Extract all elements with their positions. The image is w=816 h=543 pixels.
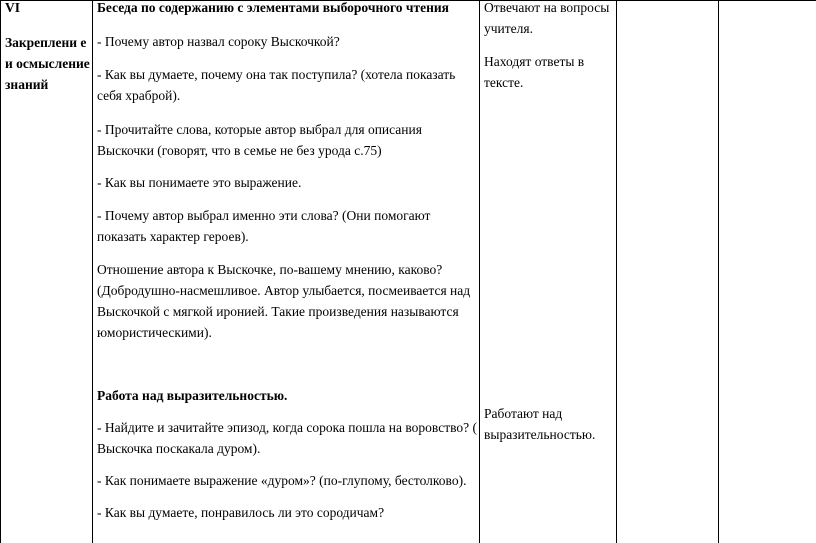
student-answer-1: Отвечают на вопросы учителя. <box>484 0 610 36</box>
question-2: - Как вы думаете, почему она так поступила? (хотела показать себя храброй). <box>97 67 456 103</box>
question-1: - Почему автор назвал сороку Выскочкой? <box>97 34 340 49</box>
content-cell <box>93 1 480 543</box>
student-answer-3: Работают над выразительностью. <box>484 406 596 442</box>
question-4: - Как вы понимаете это выражение. <box>97 175 302 190</box>
student-activity-cell <box>480 1 617 543</box>
question-5: - Почему автор выбрал именно эти слова? (Они помогают показать характер героев). <box>97 208 431 244</box>
stage-number: VI <box>5 0 21 15</box>
stage-cell <box>1 1 93 543</box>
table-row <box>1 1 816 543</box>
question-3: - Прочитайте слова, которые автор выбрал для описания Выскочки (говорят, что в семье не без урода с.75) <box>97 122 422 158</box>
question-9: - Как вы думаете, понравилось ли это сородичам? <box>97 505 385 520</box>
empty-cell-4 <box>617 1 719 543</box>
question-6: Отношение автора к Выскочке, по-вашему мнению, каково? (Добродушно-насмешливое. Автор улыбается, посмеивается над Выскочкой с мягкой иронией. Такие произведения называются юмористическими). <box>97 262 471 340</box>
content-heading-2: Работа над выразительностью. <box>97 388 288 403</box>
student-answer-2: Находят ответы в тексте. <box>484 54 585 90</box>
stage-name: Закреплени е и осмысление знаний <box>5 35 90 92</box>
question-7: - Найдите и зачитайте эпизод, когда сорока пошла на воровство? ( Выскочка поскакала дуром). <box>97 420 477 456</box>
question-8: - Как понимаете выражение «дуром»? (по-глупому, бестолково). <box>97 473 467 488</box>
content-heading: Беседа по содержанию с элементами выборочного чтения <box>97 0 449 15</box>
empty-cell-5 <box>719 1 816 543</box>
content-text <box>97 0 477 523</box>
